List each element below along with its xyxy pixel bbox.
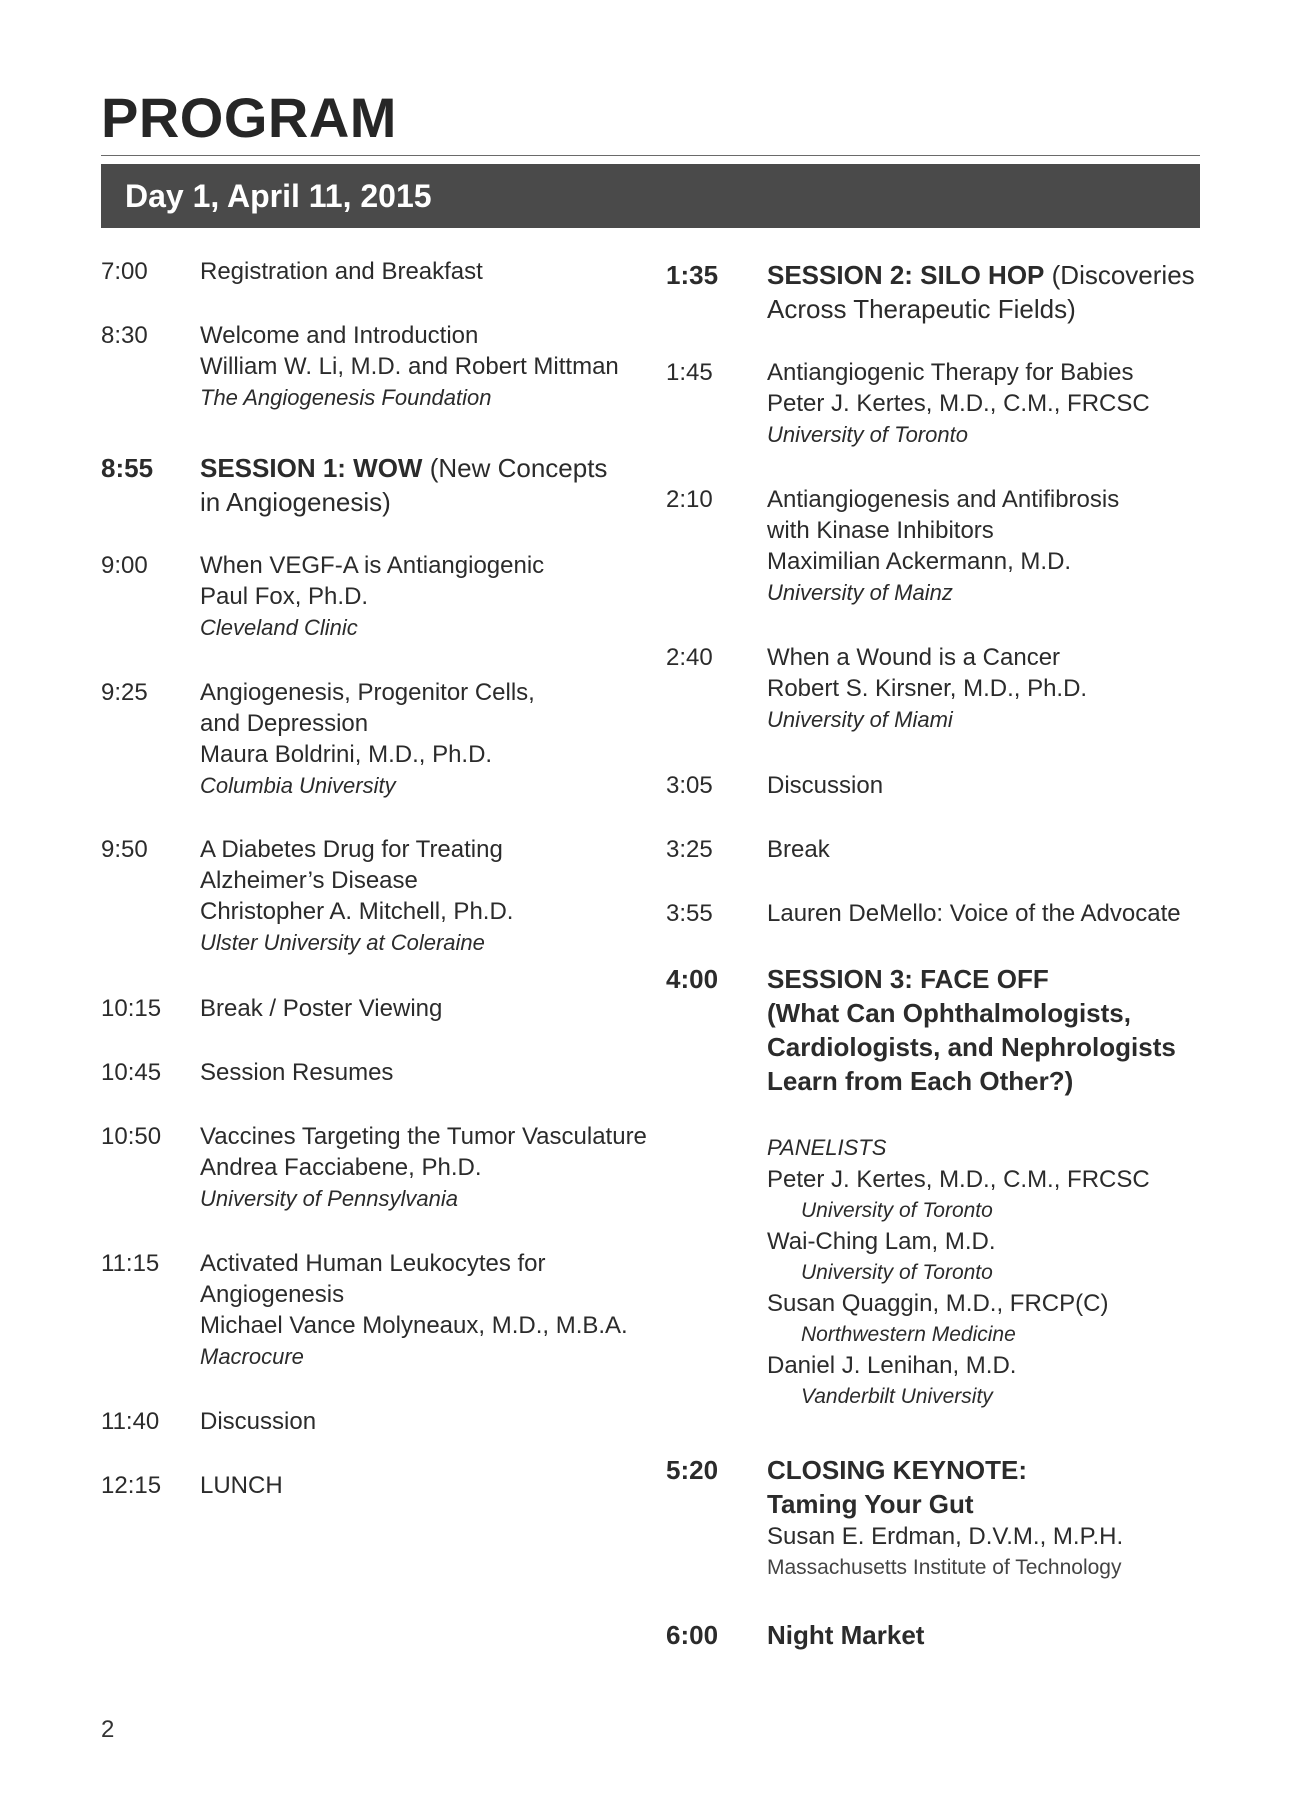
entry-body [767, 258, 1195, 326]
entry-speaker: Paul Fox, Ph.D. [200, 583, 369, 610]
entry-title: Session Resumes [200, 1059, 394, 1086]
entry-speaker: Andrea Facciabene, Ph.D. [200, 1154, 482, 1181]
panelist-name: Wai-Ching Lam, M.D. [767, 1228, 996, 1255]
entry-organization: Massachusetts Institute of Technology [767, 1556, 1122, 1579]
entry-time: 8:55 [101, 453, 154, 483]
session-title-line2: in Angiogenesis) [200, 487, 391, 517]
entry-speaker: William W. Li, M.D. and Robert Mittman [200, 353, 619, 380]
entry-time: 4:00 [666, 964, 719, 994]
session-title [200, 451, 607, 485]
entry-title: Activated Human Leukocytes for [200, 1250, 546, 1277]
entry-time: 2:40 [666, 644, 713, 671]
entry-speaker: Michael Vance Molyneaux, M.D., M.B.A. [200, 1312, 628, 1339]
entry-organization: Ulster University at Coleraine [200, 930, 485, 955]
entry-time: 9:25 [101, 679, 148, 706]
entry-body [767, 1618, 924, 1652]
entry-time: 8:30 [101, 322, 148, 349]
panelist-organization: University of Toronto [801, 1261, 993, 1284]
entry-time: 11:40 [101, 1408, 160, 1435]
entry-time: 1:45 [666, 359, 713, 386]
entry-body [200, 1121, 647, 1214]
session-title: SESSION 3: FACE OFF [767, 964, 1049, 994]
entry-body [200, 1057, 393, 1088]
entry-title: Angiogenesis, Progenitor Cells, [200, 679, 535, 706]
entry-title: Break [767, 836, 830, 863]
session-title-line3: Cardiologists, and Nephrologists [767, 1032, 1176, 1062]
entry-organization: University of Mainz [767, 580, 953, 605]
entry-body [767, 898, 1181, 929]
entry-organization: Cleveland Clinic [200, 615, 358, 640]
entry-title: Registration and Breakfast [200, 258, 483, 285]
entry-body [200, 1470, 283, 1501]
entry-organization: Macrocure [200, 1344, 304, 1369]
entry-title-line2: and Depression [200, 710, 369, 737]
entry-body [767, 962, 1176, 1098]
entry-title: Break / Poster Viewing [200, 995, 443, 1022]
page-number: 2 [101, 1716, 115, 1743]
entry-speaker: Christopher A. Mitchell, Ph.D. [200, 898, 514, 925]
session-title-line2: (What Can Ophthalmologists, [767, 998, 1131, 1028]
entry-title: Lauren DeMello: Voice of the Advocate [767, 900, 1181, 927]
entry-title: Antiangiogenic Therapy for Babies [767, 359, 1134, 386]
entry-time: 9:50 [101, 836, 148, 863]
entry-time: 5:20 [666, 1455, 719, 1485]
session-title-bold: SESSION 1: WOW [200, 453, 423, 483]
entry-title: Antiangiogenesis and Antifibrosis [767, 486, 1120, 513]
day-banner: Day 1, April 11, 2015 [101, 164, 1200, 228]
entry-title-line2: Alzheimer’s Disease [200, 867, 418, 894]
panelist-organization: Northwestern Medicine [801, 1323, 1016, 1346]
entry-title-line2: with Kinase Inhibitors [767, 517, 994, 544]
entry-body [200, 1406, 316, 1437]
entry-organization: Columbia University [200, 773, 396, 798]
entry-organization: University of Pennsylvania [200, 1186, 459, 1211]
entry-title: Discussion [767, 772, 884, 799]
entry-body [767, 642, 1087, 735]
entry-body [767, 770, 883, 801]
entry-time: 1:35 [666, 260, 719, 290]
entry-time: 11:15 [101, 1250, 160, 1277]
entry-time: 7:00 [101, 258, 148, 285]
entry-title: Discussion [200, 1408, 317, 1435]
entry-time: 10:15 [101, 995, 162, 1022]
entry-body [767, 357, 1150, 450]
entry-organization: The Angiogenesis Foundation [200, 385, 492, 410]
session-title-bold: SESSION 2: SILO HOP [767, 260, 1045, 290]
panelist-organization: Vanderbilt University [801, 1385, 993, 1408]
entry-title: LUNCH [200, 1472, 283, 1499]
entry-time: 9:00 [101, 552, 148, 579]
entry-body [200, 451, 607, 519]
entry-body [200, 677, 535, 801]
session-title-rest: (New Concepts [422, 453, 608, 483]
entry-title: Vaccines Targeting the Tumor Vasculature [200, 1123, 647, 1150]
panelist-name: Peter J. Kertes, M.D., C.M., FRCSC [767, 1166, 1150, 1193]
entry-organization: University of Miami [767, 707, 953, 732]
panelist-name: Susan Quaggin, M.D., FRCP(C) [767, 1290, 1109, 1317]
entry-title: Welcome and Introduction [200, 322, 479, 349]
title-divider [101, 155, 1200, 156]
entry-time: 3:05 [666, 772, 713, 799]
panelists-heading: PANELISTS [767, 1135, 887, 1160]
panelists-list [767, 1132, 1150, 1412]
entry-time: 10:45 [101, 1059, 162, 1086]
session-title [767, 258, 1195, 292]
entry-title-line2: Angiogenesis [200, 1281, 345, 1308]
entry-body [200, 256, 483, 287]
entry-time: 10:50 [101, 1123, 162, 1150]
keynote-subtitle: Taming Your Gut [767, 1489, 974, 1519]
entry-time: 6:00 [666, 1620, 719, 1650]
entry-title: Night Market [767, 1620, 925, 1650]
entry-body [767, 834, 830, 865]
panelist-name: Daniel J. Lenihan, M.D. [767, 1352, 1017, 1379]
panelist-organization: University of Toronto [801, 1199, 993, 1222]
session-title-line4: Learn from Each Other?) [767, 1066, 1074, 1096]
entry-title: When a Wound is a Cancer [767, 644, 1061, 671]
entry-time: 12:15 [101, 1472, 162, 1499]
keynote-title: CLOSING KEYNOTE: [767, 1455, 1028, 1485]
entry-body [200, 834, 513, 958]
session-title-rest: (Discoveries [1044, 260, 1195, 290]
entry-body [200, 993, 442, 1024]
entry-speaker: Peter J. Kertes, M.D., C.M., FRCSC [767, 390, 1150, 417]
entry-body [200, 550, 544, 643]
entry-speaker: Susan E. Erdman, D.V.M., M.P.H. [767, 1523, 1124, 1550]
entry-body [767, 484, 1119, 608]
entry-speaker: Maximilian Ackermann, M.D. [767, 548, 1072, 575]
entry-time: 3:55 [666, 900, 713, 927]
entry-body [200, 320, 619, 413]
session-title-line2: Across Therapeutic Fields) [767, 294, 1076, 324]
entry-title: A Diabetes Drug for Treating [200, 836, 503, 863]
entry-time: 2:10 [666, 486, 713, 513]
page-title: PROGRAM [101, 86, 397, 149]
entry-organization: University of Toronto [767, 422, 968, 447]
entry-body [200, 1248, 628, 1372]
entry-title: When VEGF-A is Antiangiogenic [200, 552, 545, 579]
entry-speaker: Robert S. Kirsner, M.D., Ph.D. [767, 675, 1088, 702]
entry-body [767, 1453, 1123, 1583]
entry-speaker: Maura Boldrini, M.D., Ph.D. [200, 741, 493, 768]
entry-time: 3:25 [666, 836, 713, 863]
